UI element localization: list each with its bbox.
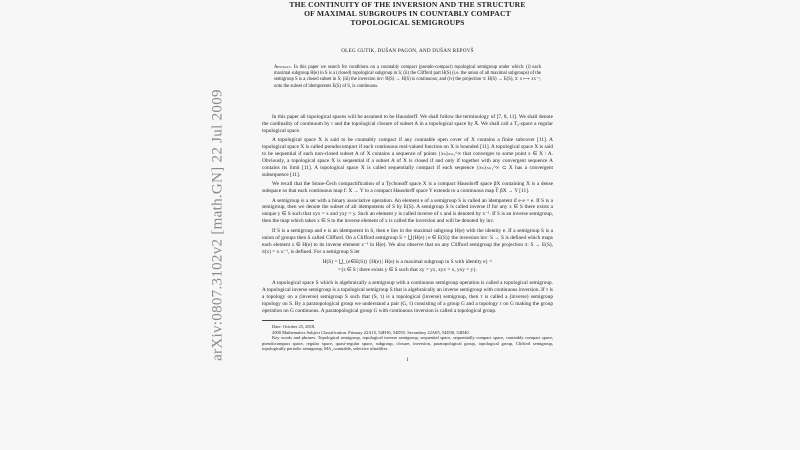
footnote: Key words and phrases. Topological semigroup, topological inverse semigroup, sequential space, sequentially compact space, countably compact space, pseudocompact space, regular space, quasi-regular space, subgroup, closure, inversion, paratopological group, topological group, Clifford semigroup, topologically periodic semigroup, MA_countable, selective ultrafilter. — [262, 335, 553, 352]
title-line: OF MAXIMAL SUBGROUPS IN COUNTABLY COMPACT — [304, 9, 511, 18]
page-number: 1 — [406, 357, 409, 363]
paper-content — [262, 0, 553, 450]
paragraph: If S is a semigroup and e is an idempotent in S, then e lies in the maximal subgroup H(e) with the identity e. If a semigroup S is a union of groups then S called Clifford. On a Clifford semigroup S = ⋃{H(e) | e ∈ E(S)} the inversion inv: S → S is defined which maps each element x ∈ H(e) to its inverse element x⁻¹ in H(e). We also observe that on any Clifford semigroup the projection π: S → E(S), π(x) = x·x⁻¹, is defined. For a semigroup S let — [262, 227, 553, 255]
footnote: 2000 Mathematics Subject Classification. Primary 22A15, 54H10, 54D55. Secondary 22A05, 54D30, 54D40. — [272, 329, 470, 335]
abstract-text: In this paper we search for conditions on a countably compact (pseudo-compact) topological semigroup under which: (i) each maximal subgroup H(e) in S is a (closed) topological subgroup in S; (ii) the Clifford part H(S) (i.e. the union of all maximal subgroups) of the semigroup S is a closed subset in S; (iii) the inversion inv: H(S) → H(S) is continuous; and (iv) the projection π: H(S) → E(S), π: x ⟼ xx⁻¹, onto the subset of idempotents E(S) of S, is continuous. — [274, 65, 541, 89]
paper-title — [262, 0, 553, 27]
title-line: THE CONTINUITY OF THE INVERSION AND THE STRUCTURE — [289, 0, 526, 9]
footnote: Date: October 25, 2018. — [272, 323, 316, 329]
arxiv-stamp: arXiv:0807.3102v2 [math.GN] 22 Jul 2009 — [209, 89, 226, 361]
formula-line: ={s ∈ S | there exists y ∈ S such that xy = yx, xyx = x, yxy = y}. — [337, 267, 478, 274]
footnotes — [262, 324, 553, 352]
paragraph: A topological space S which is algebraically a semigroup with a continuous semigroup operation is called a topological semigroup. A topological inverse semigroup is a topological semigroup S that is algebraically an inverse semigroup with continuous inversion. If τ is a topology on a (inverse) semigroup S such that (S, τ) is a topological (inverse) semigroup, then τ is called a (inverse) semigroup topology on S. By a paratopological group we understand a pair (G, τ) consisting of a group G and a topology τ on G making the group operation on G continuous. A paratopological group G with continuous inversion is called a topological group. — [262, 280, 553, 315]
abstract — [274, 65, 541, 90]
paper-body — [262, 114, 553, 365]
formula-hs — [262, 258, 553, 274]
footnote-rule — [262, 320, 314, 321]
paragraph: A semigroup is a set with a binary associative operation. An element e of a semigroup S is called an idempotent if e·e = e. If S is a semigroup, then we denote the subset of all idempotents of S by E(S). A semigroup S is called inverse if for any x ∈ S there exists a unique y ∈ S such that xyx = x and yxy = y. Such an element y is called inverse of x and is denoted by x⁻¹. If S is an inverse semigroup, then the map which takes x ∈ S to the inverse element of x is called the inversion and will be denoted by inv. — [262, 197, 553, 225]
abstract-label: Abstract. — [274, 65, 293, 70]
title-line: TOPOLOGICAL SEMIGROUPS — [350, 18, 465, 27]
formula-line: H(S) = ⋃_{e∈E(S)} {H(e) | H(e) is a maximal subgroup in S with identity e} = — [322, 259, 493, 266]
paragraph: We recall that the Stone-Čech compactification of a Tychonoff space X is a compact Hausdorff space βX containing X is a dense subspace so that each continuous map f: X → Y to a compact Hausdorff space Y extends to a continuous map f̅: βX → Y [11]. — [262, 181, 553, 195]
paragraph: A topological space X is said to be countably compact if any countable open cover of X contains a finite subcover [11]. A topological space X is called pseudocompact if each continuous real-valued function on X is bounded [11]. A topological space X is said to be sequential if each non-closed subset A of X contains a sequence of points {xₙ}ₙ₌₁^∞ that converges to some point x ∈ X \ A. Obviously, a topological space X is sequential if a subset A of X is closed if and only if together with any convergent sequence A contains its limit [11]. A topological space X is called sequentially compact if each sequence {xₙ}ₙ₌₁^∞ ⊂ X has a convergent subsequence [11]. — [262, 137, 553, 178]
authors: OLEG GUTIK, DUŠAN PAGON, AND DUŠAN REPOVŠ — [341, 48, 474, 54]
paragraph: In this paper all topological spaces will be assumed to be Hausdorff. We shall follow the terminology of [7, 8, 11]. We shall denote the cardinality of continuum by 𝔠 and the topological closure of subset A in a topological space by A̅. We shall call a T₃-space a regular topological space. — [262, 113, 553, 134]
